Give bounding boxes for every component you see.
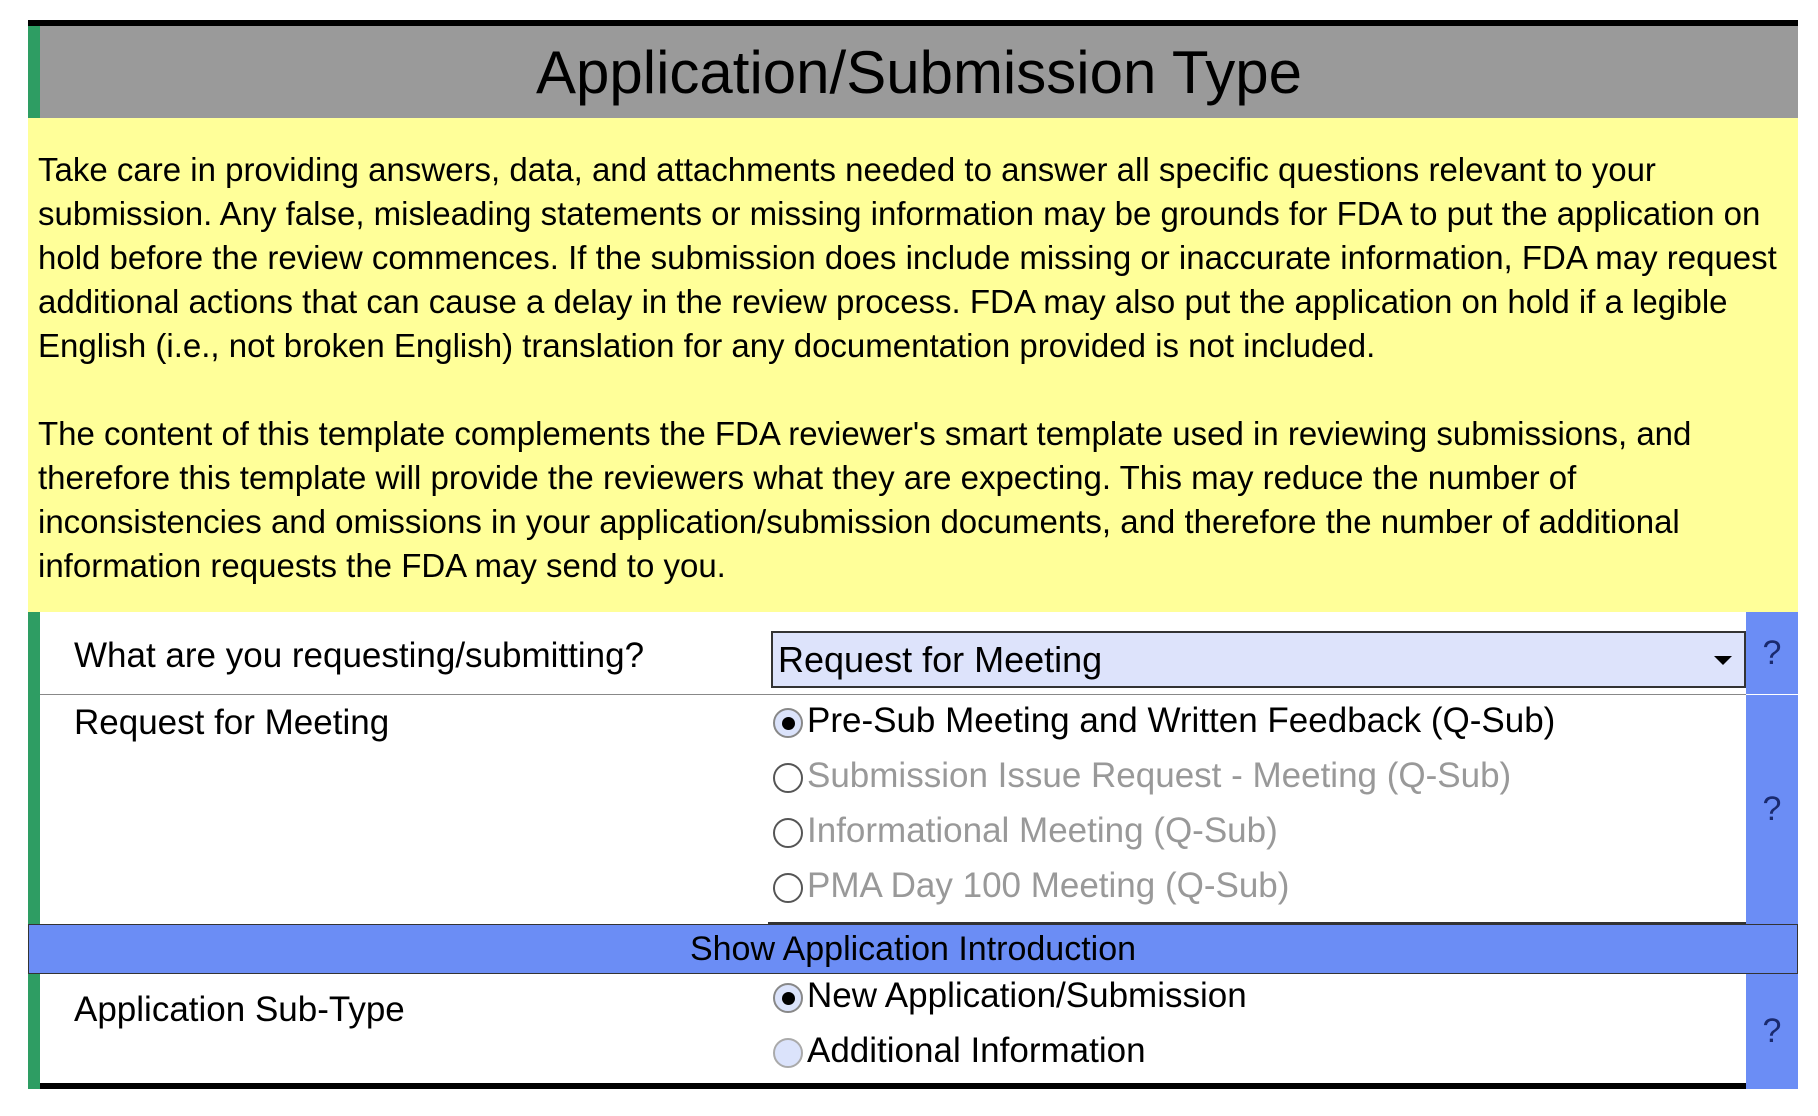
radio-button[interactable] xyxy=(773,873,803,903)
help-icon: ? xyxy=(1762,633,1782,672)
meeting-option-pma-day-100[interactable] xyxy=(773,866,1289,906)
radio-button-selected[interactable] xyxy=(773,983,803,1013)
meeting-option-label: Informational Meeting (Q-Sub) xyxy=(807,811,1278,850)
subtype-option-label: Additional Information xyxy=(807,1031,1146,1070)
row-divider xyxy=(40,694,1746,695)
meeting-type-label: Request for Meeting xyxy=(74,703,390,742)
request-type-select[interactable] xyxy=(771,631,1746,688)
meeting-option-label: Submission Issue Request - Meeting (Q-Sub) xyxy=(807,756,1512,795)
request-type-value: Request for Meeting xyxy=(778,638,1103,680)
meeting-option-informational[interactable] xyxy=(773,811,1278,851)
radio-button[interactable] xyxy=(773,818,803,848)
subtype-option-new[interactable] xyxy=(773,976,1247,1016)
meeting-option-presub[interactable] xyxy=(773,701,1555,741)
radio-button[interactable] xyxy=(773,763,803,793)
request-type-label: What are you requesting/submitting? xyxy=(74,636,645,675)
application-subtype-label: Application Sub-Type xyxy=(74,990,405,1029)
intro-paragraph-1: Take care in providing answers, data, and attachments needed to answer all specific questions relevant to your submission. Any false, misleading statements or missing information may be grounds for FDA to put the application on hold before the review commences. If the submission does include missing or inaccurate information, FDA may request additional actions that can cause a delay in the review process. FDA may also put the application on hold if a legible English (i.e., not broken English) translation for any documentation provided is not included. xyxy=(38,151,1777,364)
help-icon: ? xyxy=(1762,790,1782,828)
row-accent-bar xyxy=(28,612,40,924)
meeting-option-label: Pre-Sub Meeting and Written Feedback (Q-Sub) xyxy=(807,701,1556,740)
intro-paragraph-2: The content of this template complements the FDA reviewer's smart template used in reviewing submissions, and therefore this template will provide the reviewers what they are expecting. This may reduce the number of inconsistencies and omissions in your application/submission documents, and therefore the number of additional information requests the FDA may send to you. xyxy=(38,415,1692,584)
subtype-option-additional-info[interactable] xyxy=(773,1031,1146,1071)
radio-button[interactable] xyxy=(773,1038,803,1068)
meeting-type-help-button[interactable] xyxy=(1746,695,1798,924)
application-subtype-help-button[interactable] xyxy=(1746,974,1798,1089)
help-icon: ? xyxy=(1762,1012,1782,1050)
intro-panel xyxy=(28,118,1798,612)
subtype-option-label: New Application/Submission xyxy=(807,976,1247,1015)
radio-button-selected[interactable] xyxy=(773,708,803,738)
section-header xyxy=(28,26,1798,118)
chevron-down-icon[interactable] xyxy=(1714,656,1732,665)
request-type-help-button[interactable] xyxy=(1746,612,1798,694)
show-intro-label: Show Application Introduction xyxy=(689,929,1137,968)
row-accent-bar xyxy=(28,974,40,1089)
application-type-form xyxy=(28,20,1798,1089)
meeting-option-label: PMA Day 100 Meeting (Q-Sub) xyxy=(807,866,1290,905)
show-application-introduction-button[interactable] xyxy=(28,924,1798,974)
meeting-option-submission-issue[interactable] xyxy=(773,756,1511,796)
section-title: Application/Submission Type xyxy=(536,38,1302,106)
